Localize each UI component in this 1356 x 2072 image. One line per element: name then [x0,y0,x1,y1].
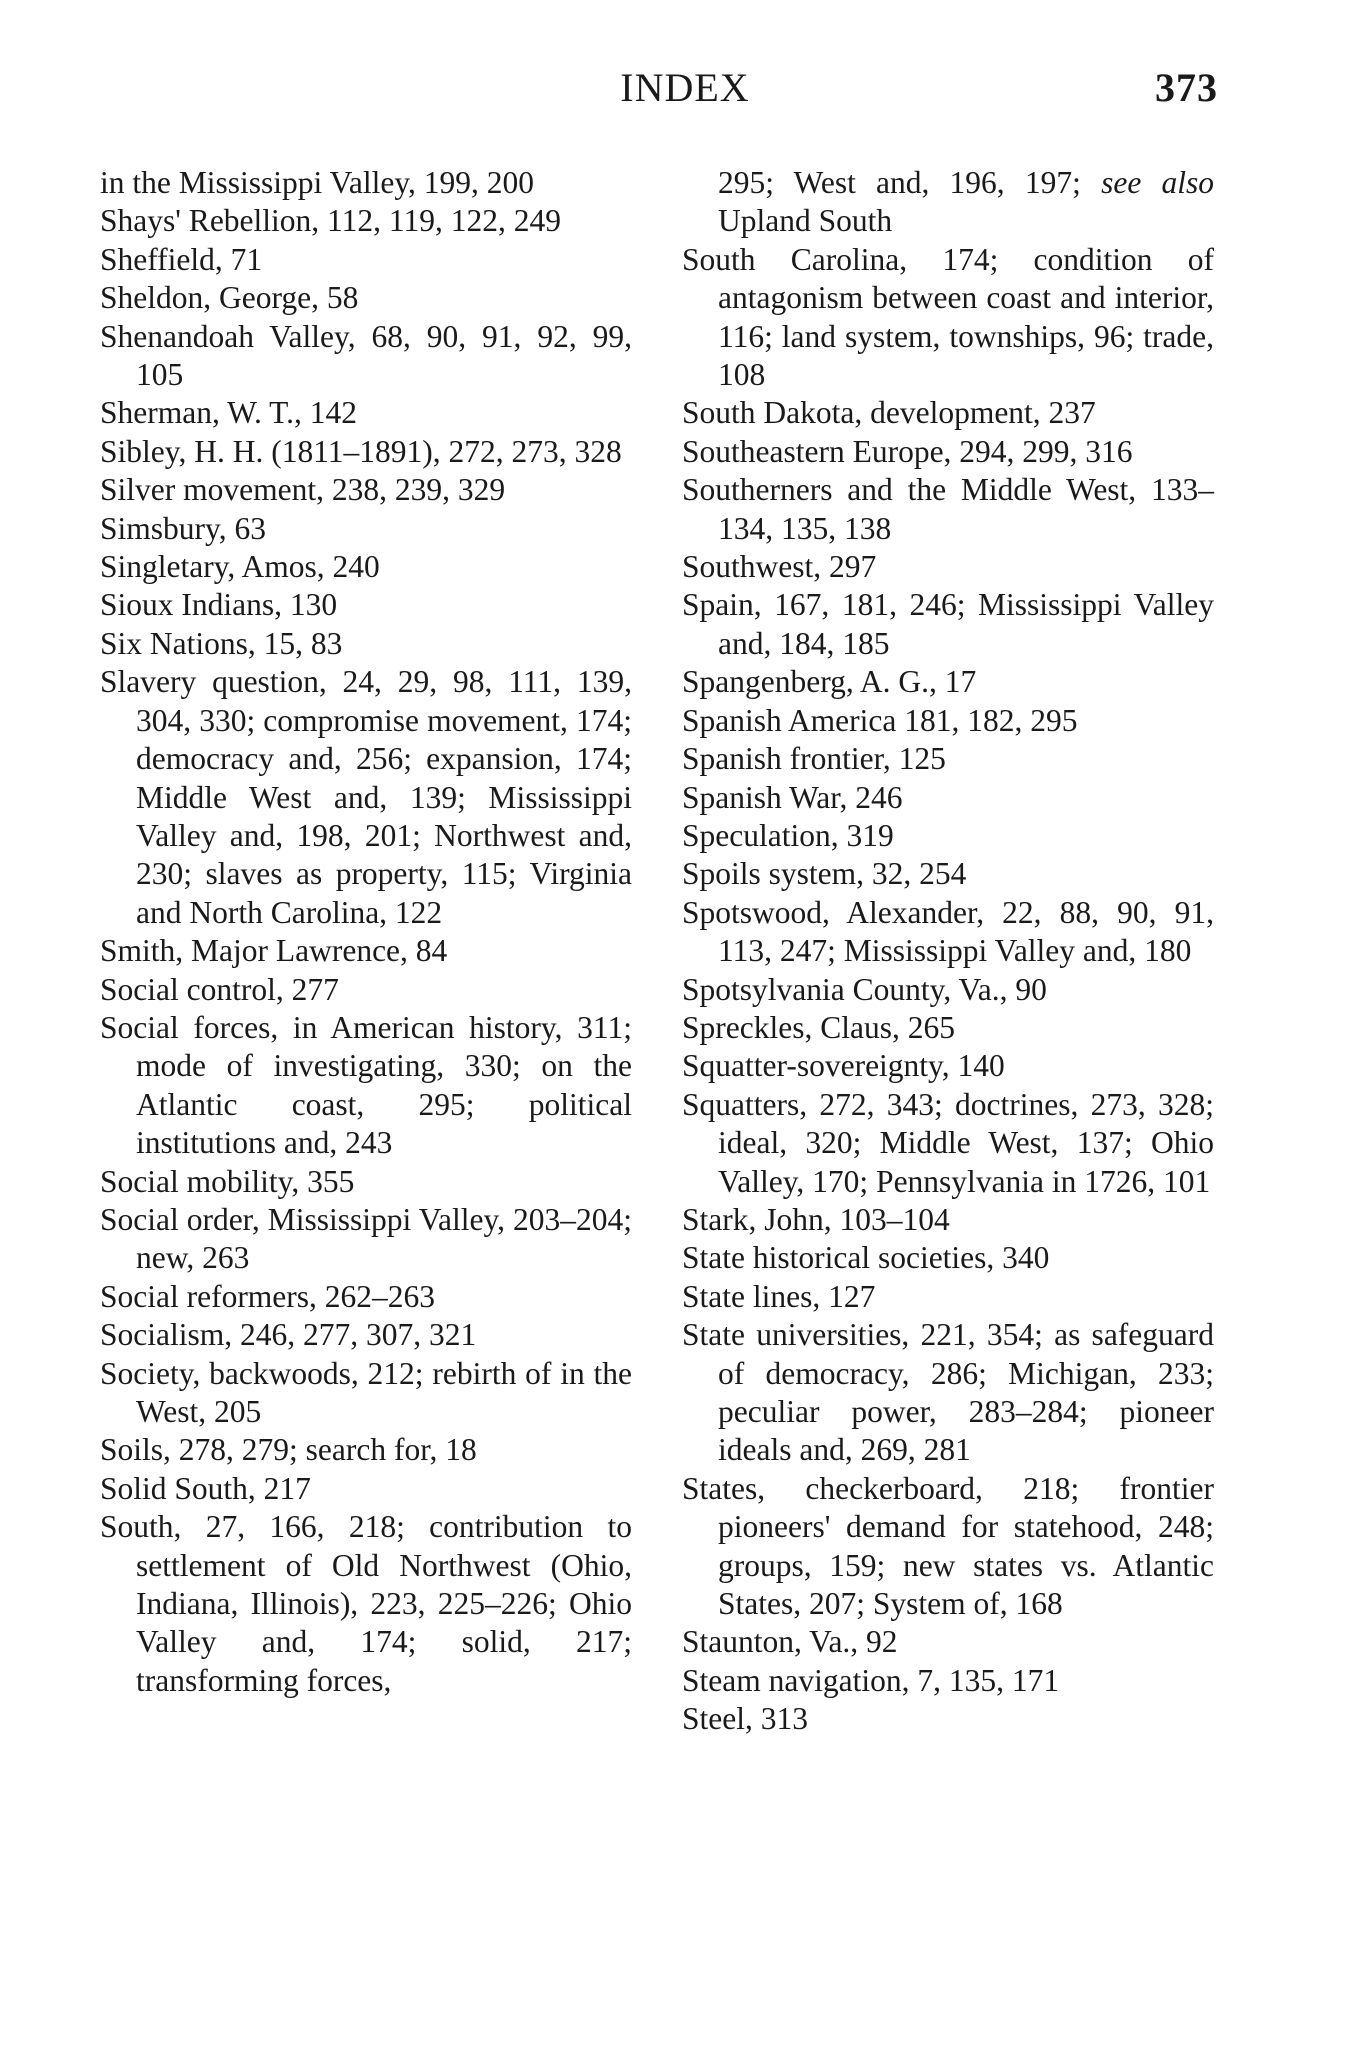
index-entry: Spain, 167, 181, 246; Mississippi Valley and, 184, 185 [682,587,1214,661]
page-number: 373 [1155,65,1218,110]
index-entry-continued [682,164,1214,241]
index-column-right [682,164,1214,1739]
index-entry: Spreckles, Claus, 265 [682,1009,955,1045]
index-entry: Steel, 313 [682,1701,808,1737]
index-entry: South Carolina, 174; condition of antagonism between coast and interior, 116; land system, townships, 96; trade, 108 [682,241,1214,393]
index-entry: State universities, 221, 354; as safeguard of democracy, 286; Michigan, 233; peculiar power, 283–284; pioneer ideals and, 269, 281 [682,1317,1214,1468]
index-entry: Stark, John, 103–104 [682,1201,950,1237]
index-entry: Spotsylvania County, Va., 90 [682,971,1047,1007]
index-entry: Southwest, 297 [682,549,877,585]
index-entry: Social control, 277 [100,971,339,1007]
index-entry: Social forces, in American history, 311; mode of investigating, 330; on the Atlantic coast, 295; political institutions and, 243 [100,1009,632,1161]
index-entry: Steam navigation, 7, 135, 171 [682,1662,1060,1698]
index-entry: Squatters, 272, 343; doctrines, 273, 328; ideal, 320; Middle West, 137; Ohio Valley, 170; Pennsylvania in 1726, 101 [682,1086,1214,1199]
index-entry: Social mobility, 355 [100,1163,355,1199]
index-entry: Staunton, Va., 92 [682,1624,898,1660]
index-entry: Simsbury, 63 [100,510,266,546]
index-entry: Smith, Major Lawrence, 84 [100,933,448,969]
index-entry: Singletary, Amos, 240 [100,549,380,585]
see-also-italic: see also [1101,165,1214,200]
index-entry: Sheldon, George, 58 [100,280,359,316]
page-header [0,64,1356,124]
index-entry: South Dakota, development, 237 [682,395,1096,431]
index-entry: Spangenberg, A. G., 17 [682,664,977,700]
index-entry: Sioux Indians, 130 [100,587,338,623]
index-entry: Six Nations, 15, 83 [100,625,343,661]
index-entry: Shays' Rebellion, 112, 119, 122, 249 [100,203,561,239]
index-entry: South, 27, 166, 218; contribution to settlement of Old Northwest (Ohio, Indiana, Illinois), 223, 225–226; Ohio Valley and, 174; solid, 217; transforming forces, [100,1509,632,1698]
index-entry: Social reformers, 262–263 [100,1278,436,1314]
index-entry: Spanish America 181, 182, 295 [682,702,1078,738]
index-entry: Spanish frontier, 125 [682,741,946,777]
index-entry: Southerners and the Middle West, 133–134, 135, 138 [682,472,1214,546]
index-entry: Solid South, 217 [100,1470,311,1506]
index-entry: Squatter-sovereignty, 140 [682,1048,1005,1084]
index-entry: States, checkerboard, 218; frontier pioneers' demand for statehood, 248; groups, 159; new states vs. Atlantic States, 207; System of, 168 [682,1470,1214,1622]
entry-text: 295; West and, 196, 197; [718,165,1102,200]
running-head-title: INDEX [620,65,750,110]
index-entry: Shenandoah Valley, 68, 90, 91, 92, 99, 105 [100,318,632,393]
index-entry: Sibley, H. H. (1811–1891), 272, 273, 328 [100,433,622,469]
index-entry: Socialism, 246, 277, 307, 321 [100,1317,477,1353]
index-entry: Slavery question, 24, 29, 98, 111, 139, 304, 330; compromise movement, 174; democracy and, 256; expansion, 174; Middle West and, 139; Mississippi Valley and, 198, 201; Northwest and, 230; slaves as property, 115; Virginia and North Carolina, 122 [100,664,632,930]
index-entry: Spotswood, Alexander, 22, 88, 90, 91, 113, 247; Mississippi Valley and, 180 [682,894,1214,969]
index-entry: Sheffield, 71 [100,241,263,277]
index-entry: Sherman, W. T., 142 [100,395,357,431]
index-column-left [100,164,632,1700]
index-entry: Social order, Mississippi Valley, 203–204; new, 263 [100,1201,632,1276]
index-entry: Spoils system, 32, 254 [682,856,967,892]
index-entry: State historical societies, 340 [682,1240,1050,1276]
index-entry: Soils, 278, 279; search for, 18 [100,1432,477,1468]
index-entry: Spanish War, 246 [682,779,903,815]
index-entry: Southeastern Europe, 294, 299, 316 [682,433,1133,469]
index-entry: in the Mississippi Valley, 199, 200 [100,165,535,200]
index-entry: Speculation, 319 [682,817,894,853]
index-entry: Society, backwoods, 212; rebirth of in the West, 205 [100,1355,632,1429]
entry-text: Upland South [718,203,893,239]
index-entry: Silver movement, 238, 239, 329 [100,472,506,508]
index-entry: State lines, 127 [682,1278,876,1314]
